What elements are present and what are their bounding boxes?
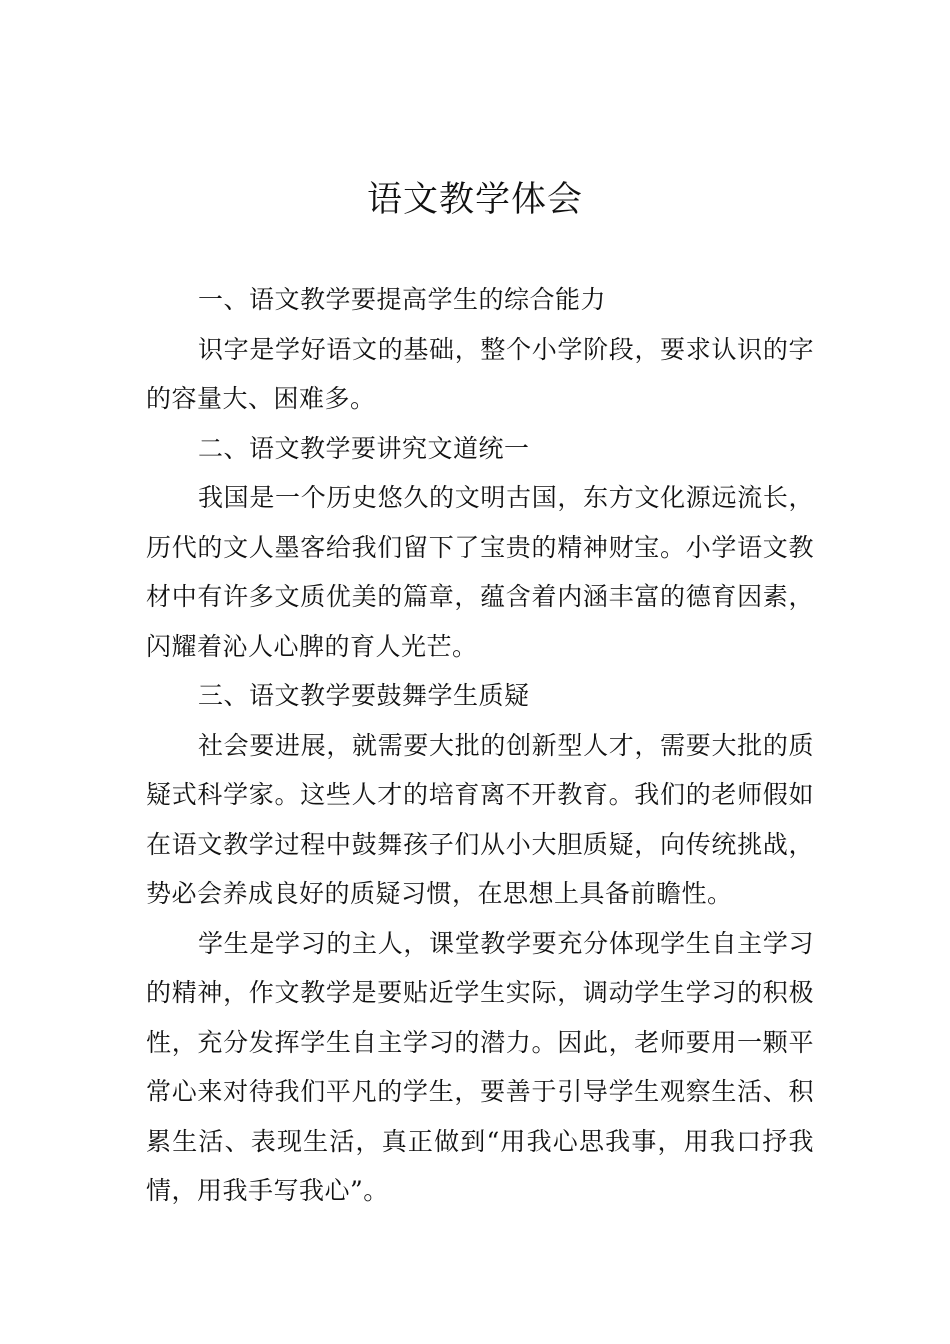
paragraph-1: 识字是学好语文的基础，整个小学阶段，要求认识的字的容量大、困难多。 [146, 334, 814, 413]
paragraph-3: 社会要进展，就需要大批的创新型人才，需要大批的质疑式科学家。这些人才的培育离不开教育。我们的老师假如在语文教学过程中鼓舞孩子们从小大胆质疑，向传统挑战，势必会养成良好的质疑习惯，在思想上具备前瞻性。 [146, 730, 814, 908]
section-heading-3: 三、语文教学要鼓舞学生质疑 [198, 681, 530, 710]
section-heading-1: 一、语文教学要提高学生的综合能力 [198, 285, 607, 314]
paragraph-4: 学生是学习的主人，课堂教学要充分体现学生自主学习的精神，作文教学是要贴近学生实际，调动学生学习的积极性，充分发挥学生自主学习的潜力。因此，老师要用一颗平常心来对待我们平凡的学生，要善于引导学生观察生活、积累生活、表现生活，真正做到“用我心思我事，用我口抒我情，用我手写我心”。 [146, 928, 814, 1205]
paragraph-2: 我国是一个历史悠久的文明古国，东方文化源远流长，历代的文人墨客给我们留下了宝贵的精神财宝。小学语文教材中有许多文质优美的篇章，蕴含着内涵丰富的德育因素，闪耀着沁人心脾的育人光芒。 [146, 483, 814, 661]
document-body [146, 275, 814, 1216]
section-heading-2: 二、语文教学要讲究文道统一 [198, 433, 530, 463]
document-title: 语文教学体会 [366, 180, 583, 220]
